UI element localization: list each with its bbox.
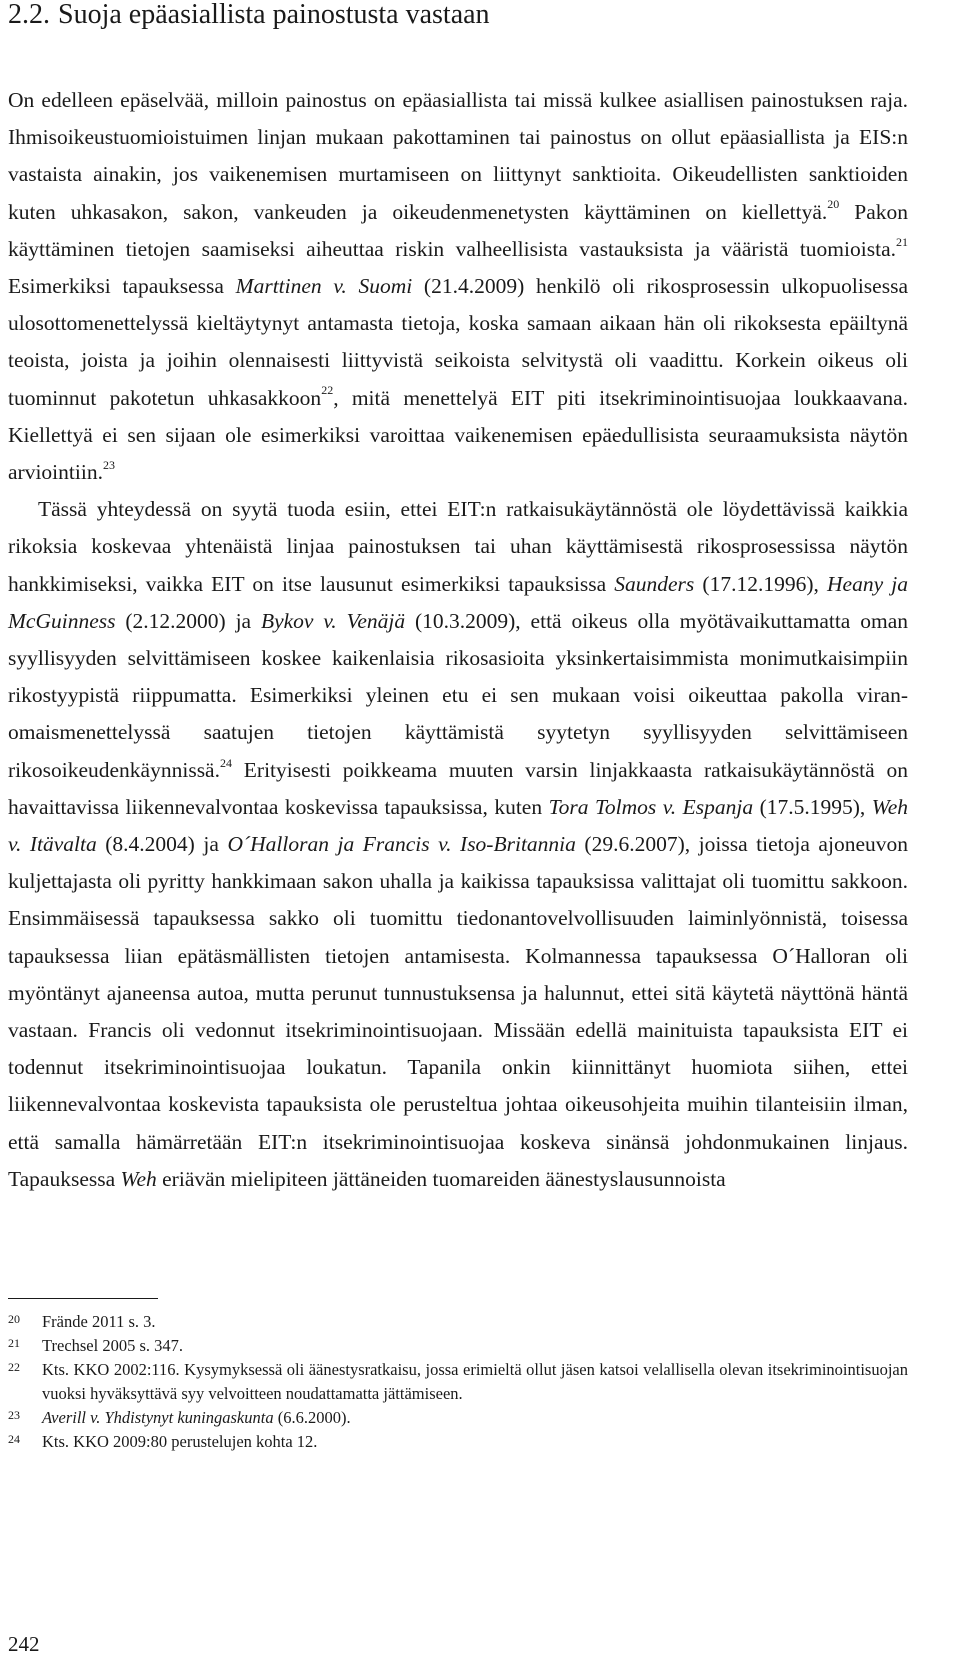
text-run: (21.4.2009) henkilö oli rikosprosessin ulkopuolisessa ulosottomenettelyssä kieltäytynyt antamasta tietoja, koska samaan aikaan hän oli rikoksesta epäiltynä teoista, joista ja joihin olennaisesti liittyvistä seikoista selvitystä oli vaadittu. Korkein oikeus oli tuominnut pakotetun uhkasakkoon — [8, 274, 908, 410]
text-run: (17.12.1996), — [694, 571, 828, 596]
footnote-text — [42, 1358, 908, 1406]
case-name: Bykov v. Venäjä — [260, 608, 406, 633]
footnote-number: 22 — [8, 1360, 20, 1374]
footnote-ref: 22 — [321, 383, 334, 398]
footnote-number: 23 — [8, 1408, 20, 1422]
footnote-text — [42, 1406, 908, 1430]
case-name: Weh v. Itävalta — [8, 794, 908, 857]
text-run: On edelleen epäselvää, milloin painostus on epäasiallista tai missä kulkee asiallisen painostuksen raja. Ihmisoikeustuomioistuimen linjan mukaan pakottaminen tai painostus on ollut epäasiallista ja EIS:n vastaista ainakin, jos vaikenemisen murtamiseen on liittynyt sanktioita. Oikeudellisten sanktioiden kuten uhkasakon, sakon, vankeuden ja oikeudenmenetysten käyttäminen on kiellettyä. — [8, 88, 908, 224]
case-name: Saunders — [614, 571, 695, 596]
paragraph — [8, 491, 908, 1198]
footnote-text — [42, 1430, 908, 1454]
text-run: (29.6.2007), joissa tietoja ajoneuvon kuljettajasta oli pyritty hankkimaan sakon uhalla ja kaikissa tapauksissa valittajat oli tuomittu sakkoon. Ensimmäisessä tapauksessa sakko oli tuomittu tiedonantovelvollisuuden laiminlyönnistä, toisessa tapauksessa liian epätäsmällisten tietojen antamisesta. Kolmannessa tapauksessa O´Halloran oli myöntänyt ajaneensa autoa, mutta perunut tunnustuksensa ja halunnut, ettei sitä käytetä näyttönä häntä vastaan. Francis oli vedonnut itsekriminointisuojaan. Missään edellä mainituista tapauksista EIT ei todennut itsekriminointisuojaa loukatun. Tapanila onkin kiinnittänyt huomiota siihen, ettei liikennevalvontaa koskevista tapauksista ole perusteltua johtaa oikeusohjeita muihin tilanteisiin ilman, että samalla hämärretään EIT:n itsekriminointisuojaa koskeva sinänsä johdonmukainen linjaus. Tapauksessa — [8, 832, 908, 1191]
case-name: Averill v. Yhdistynyt kuningaskunta — [42, 1408, 274, 1427]
footnote-item — [8, 1358, 908, 1406]
footnote-number: 24 — [8, 1432, 20, 1446]
body-text — [8, 82, 908, 1198]
text-run: Trechsel 2005 s. 347. — [42, 1336, 184, 1355]
footnote-ref: 23 — [102, 457, 115, 472]
text-run: Kts. KKO 2009:80 perustelujen kohta 12. — [42, 1432, 318, 1451]
text-run: (10.3.2009), että oikeus olla myötävaikuttamatta oman syyllisyyden selvittämiseen koskee kaikenlaisia rikosasioita yksinkertaisimmista monimutkaisimpiin rikostyypistä riippumatta. Esimerkiksi yleinen etu ei sen mukaan voisi oikeuttaa pakolla viranomaismenettelyssä saatujen tietojen käyttämistä syytetyn syyllisyyden selvittämiseen rikosoikeudenkäynnissä. — [8, 608, 908, 782]
text-run: Kts. KKO 2002:116. Kysymyksessä oli äänestysratkaisu, jossa erimieltä ollut jäsen katsoi velallisella olevan itsekriminointisuojan vuoksi hyväksyttävä syy velvoitteen noudattamatta jättämiseen. — [42, 1360, 908, 1403]
section-title: Suoja epäasiallista painostusta vastaan — [58, 0, 490, 30]
section-number: 2.2. — [8, 0, 50, 30]
footnote-number: 21 — [8, 1336, 20, 1350]
footnote-ref: 20 — [827, 197, 840, 212]
text-run: Esimerkiksi tapauksessa — [8, 274, 236, 299]
footnote-text — [42, 1334, 908, 1358]
paragraph — [8, 82, 908, 491]
text-run: Erityisesti poikkeama muuten varsin linjakkaasta ratkaisukäytännöstä on havaittavissa liikennevalvontaa koskevissa tapauksissa, kuten — [8, 757, 908, 819]
case-name: Marttinen v. Suomi — [235, 274, 413, 299]
text-run: (17.5.1995), — [753, 794, 872, 819]
text-run: , mitä menettelyä EIT piti itsekriminointisuojaa loukkaavana. Kiellettyä ei sen sijaan ole esimerkiksi varoittaa vaikenemisen epäedullisista seuraamuksista näytön arviointiin. — [8, 385, 908, 485]
footnote-item — [8, 1406, 908, 1430]
text-run: (6.6.2000). — [273, 1408, 351, 1427]
footnote-divider — [8, 1298, 158, 1299]
footnote-item — [8, 1334, 908, 1358]
case-name: Weh — [120, 1166, 157, 1191]
page-number: 242 — [8, 1632, 40, 1656]
text-run: (8.4.2004) ja — [96, 832, 228, 857]
case-name: Heany ja McGuinness — [8, 571, 908, 633]
footnote-item — [8, 1310, 908, 1334]
text-run: Tässä yhteydessä on syytä tuoda esiin, ettei EIT:n ratkaisukäytännöstä ole löydettävissä kaikkia rikoksia koskevaa yhtenäistä linjaa painostuksen tai uhan käyttämisestä rikosprosessissa näytön hankkimiseksi, vaikka EIT on itse lausunut esimerkiksi tapauksissa — [8, 497, 908, 596]
text-run: Pakon käyttäminen tietojen saamiseksi aiheuttaa riskin valheellisista vastauksista ja vääristä tuomioista. — [8, 199, 909, 261]
footnote-text — [42, 1310, 908, 1334]
section-heading — [8, 0, 490, 30]
footnotes — [8, 1310, 908, 1454]
footnote-ref: 21 — [896, 234, 908, 249]
case-name: Tora Tolmos v. Espanja — [548, 794, 754, 819]
footnote-item — [8, 1430, 908, 1454]
text-run: Frände 2011 s. 3. — [42, 1312, 156, 1331]
text-run: eriävän mielipiteen jättäneiden tuomareiden äänestyslausunnoista — [156, 1166, 726, 1191]
footnote-number: 20 — [8, 1312, 20, 1326]
text-run: (2.12.2000) ja — [115, 608, 261, 633]
footnote-ref: 24 — [219, 755, 232, 770]
case-name: O´Halloran ja Francis v. Iso-Britannia — [227, 832, 576, 857]
